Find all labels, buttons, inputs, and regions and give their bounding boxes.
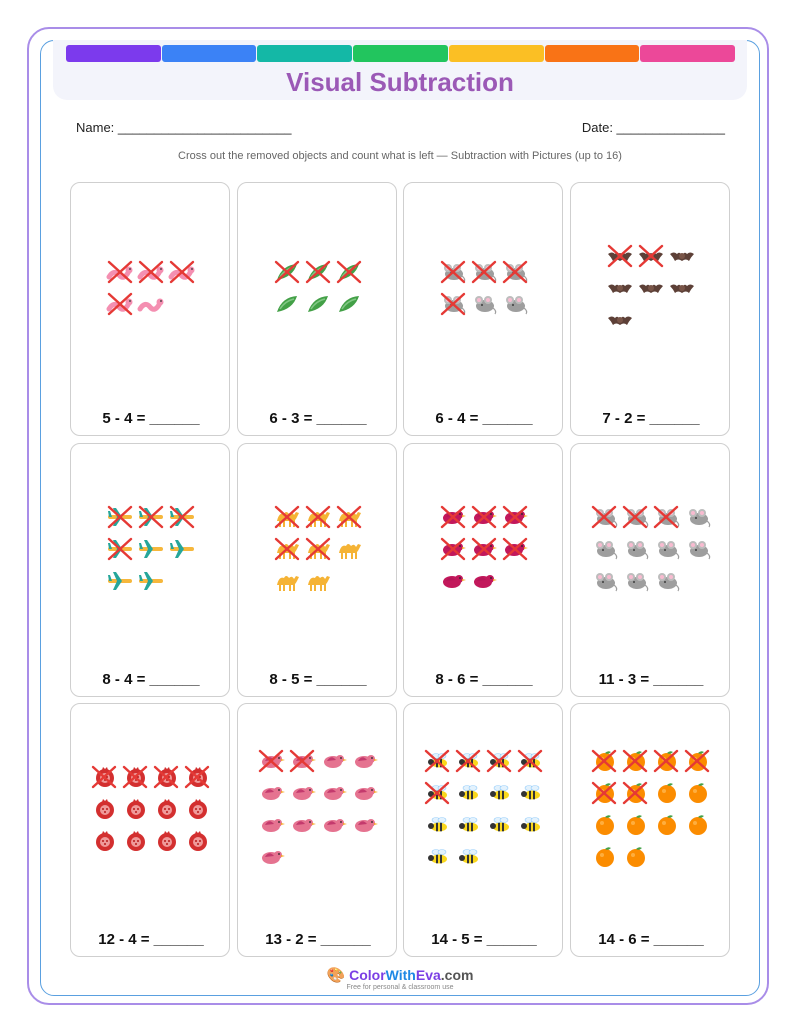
equation[interactable]: 8 - 5 = ______ [269,671,367,688]
orange-icon [682,780,713,806]
airplane-icon [136,504,167,530]
mouse-icon [469,291,500,317]
airplane-icon [167,536,198,562]
logo-text-eva: Eva [415,967,441,983]
cross-out-mark [501,536,529,562]
cross-out-mark [335,259,363,285]
pomegranate-icon [182,796,213,822]
picture-group [404,183,564,393]
bat-icon [636,243,667,269]
cross-out-mark [335,504,363,530]
wasp-icon [515,780,546,806]
wasp-icon [484,780,515,806]
problem-card [237,443,397,697]
wasp-icon [453,780,484,806]
orange-icon [589,748,620,774]
equation[interactable]: 6 - 3 = ______ [269,410,367,427]
bird-icon [500,504,531,530]
bird-icon [318,812,349,838]
orange-icon [651,812,682,838]
footer-tagline: Free for personal & classroom use [346,984,454,991]
cross-out-mark [137,504,165,530]
cross-out-mark [273,259,301,285]
cross-out-mark [516,748,544,774]
cross-out-mark [606,243,634,269]
pea-pod-icon [334,259,365,285]
mouse-icon [438,259,469,285]
bat-icon [667,243,698,269]
logo-text-color: Color [349,967,386,983]
mouse-icon [469,259,500,285]
cross-out-mark [106,536,134,562]
camel-icon [303,568,334,594]
airplane-icon [105,504,136,530]
worm-icon [105,259,136,285]
picture-group [571,444,731,654]
cross-out-mark [183,764,211,790]
cross-out-mark [652,748,680,774]
pomegranate-icon [89,828,120,854]
camel-icon [303,504,334,530]
equation[interactable]: 14 - 5 = ______ [431,931,537,948]
orange-icon [682,748,713,774]
wasp-icon [453,812,484,838]
cross-out-mark [304,504,332,530]
cross-out-mark [121,764,149,790]
bird-icon [469,568,500,594]
bat-icon [667,275,698,301]
pomegranate-icon [89,796,120,822]
palette-icon: 🎨 [326,967,346,984]
picture-group [404,444,564,654]
cross-out-mark [423,780,451,806]
mouse-icon [682,536,713,562]
camel-icon [272,536,303,562]
problem-card [403,703,563,957]
cross-out-mark [257,748,285,774]
equation[interactable]: 6 - 4 = ______ [435,410,533,427]
pea-pod-icon [334,291,365,317]
mouse-icon [651,568,682,594]
cross-out-mark [106,291,134,317]
cross-out-mark [590,748,618,774]
picture-group [71,183,231,393]
bird-icon [469,536,500,562]
mouse-icon [500,291,531,317]
problem-card [237,182,397,436]
camel-icon [334,504,365,530]
wasp-icon [515,748,546,774]
picture-group [404,704,564,914]
problem-card [237,703,397,957]
mouse-icon [500,259,531,285]
cross-out-mark [470,504,498,530]
bird-icon [438,536,469,562]
problem-card [70,182,230,436]
equation[interactable]: 5 - 4 = ______ [102,410,200,427]
airplane-icon [167,504,198,530]
worm-icon [136,291,167,317]
cross-out-mark [590,780,618,806]
picture-group [71,704,231,914]
cross-out-mark [304,259,332,285]
camel-icon [272,568,303,594]
cross-out-mark [470,259,498,285]
cross-out-mark [439,536,467,562]
bird-icon [256,780,287,806]
picture-group [71,444,231,654]
cross-out-mark [652,504,680,530]
orange-icon [651,780,682,806]
mouse-icon [589,504,620,530]
orange-icon [620,812,651,838]
wasp-icon [515,812,546,838]
pomegranate-icon [182,764,213,790]
cross-out-mark [637,243,665,269]
orange-icon [589,780,620,806]
color-stripe [66,45,161,62]
bird-icon [256,748,287,774]
bird-icon [287,780,318,806]
pea-pod-icon [303,259,334,285]
mouse-icon [651,504,682,530]
wasp-icon [453,844,484,870]
bird-icon [287,748,318,774]
color-stripe [449,45,544,62]
camel-icon [303,536,334,562]
cross-out-mark [304,536,332,562]
pomegranate-icon [89,764,120,790]
pomegranate-icon [120,796,151,822]
mouse-icon [438,291,469,317]
pea-pod-icon [303,291,334,317]
name-field[interactable]: Name: ________________________ [76,120,292,135]
bird-icon [469,504,500,530]
cross-out-mark [106,504,134,530]
bat-icon [605,243,636,269]
equation[interactable]: 12 - 4 = ______ [98,931,204,948]
worm-icon [136,259,167,285]
cross-out-mark [439,291,467,317]
cross-out-mark [454,748,482,774]
orange-icon [620,844,651,870]
page-title: Visual Subtraction [286,67,514,97]
color-stripe [353,45,448,62]
cross-out-mark [273,504,301,530]
orange-icon [620,748,651,774]
cross-out-mark [439,259,467,285]
airplane-icon [105,568,136,594]
color-stripes [66,45,736,62]
wasp-icon [422,780,453,806]
bat-icon [636,275,667,301]
bird-icon [318,748,349,774]
bird-icon [500,536,531,562]
instructions: Cross out the removed objects and count what is left — Subtraction with Pictures (up to 16) [178,150,622,162]
color-stripe [257,45,352,62]
camel-icon [272,504,303,530]
airplane-icon [136,568,167,594]
bird-icon [349,748,380,774]
cross-out-mark [168,504,196,530]
orange-icon [651,748,682,774]
pomegranate-icon [151,796,182,822]
bat-icon [605,275,636,301]
wasp-icon [422,844,453,870]
equation[interactable]: 13 - 2 = ______ [265,931,371,948]
problem-card [403,182,563,436]
color-stripe [545,45,640,62]
pea-pod-icon [272,259,303,285]
cross-out-mark [106,259,134,285]
cross-out-mark [621,780,649,806]
wasp-icon [453,748,484,774]
pomegranate-icon [151,828,182,854]
cross-out-mark [288,748,316,774]
picture-group [238,704,398,914]
orange-icon [620,780,651,806]
mouse-icon [651,536,682,562]
cross-out-mark [168,259,196,285]
bird-icon [256,812,287,838]
pomegranate-icon [182,828,213,854]
problem-card [570,182,730,436]
bat-icon [605,307,636,333]
pomegranate-icon [120,828,151,854]
bird-icon [256,844,287,870]
mouse-icon [589,536,620,562]
equation[interactable]: 14 - 6 = ______ [598,931,704,948]
mouse-icon [620,504,651,530]
logo-text-with: With [385,967,416,983]
equation[interactable]: 8 - 4 = ______ [102,671,200,688]
bird-icon [438,568,469,594]
worm-icon [105,291,136,317]
cross-out-mark [470,536,498,562]
picture-group [571,183,731,393]
picture-group [571,704,731,914]
mouse-icon [589,568,620,594]
wasp-icon [422,812,453,838]
orange-icon [682,812,713,838]
cross-out-mark [439,504,467,530]
mouse-icon [620,568,651,594]
orange-icon [589,844,620,870]
color-stripe [162,45,257,62]
cross-out-mark [423,748,451,774]
bird-icon [318,780,349,806]
mouse-icon [620,536,651,562]
bird-icon [349,812,380,838]
bird-icon [349,780,380,806]
cross-out-mark [501,504,529,530]
cross-out-mark [590,504,618,530]
problem-card [70,703,230,957]
wasp-icon [484,748,515,774]
logo-text-domain: .com [440,967,474,983]
cross-out-mark [621,748,649,774]
picture-group [238,444,398,654]
cross-out-mark [683,748,711,774]
equation[interactable]: 8 - 6 = ______ [435,671,533,688]
problem-card [403,443,563,697]
camel-icon [334,536,365,562]
cross-out-mark [501,259,529,285]
cross-out-mark [621,504,649,530]
airplane-icon [105,536,136,562]
airplane-icon [136,536,167,562]
equation[interactable]: 7 - 2 = ______ [602,410,700,427]
mouse-icon [682,504,713,530]
cross-out-mark [485,748,513,774]
problem-card [70,443,230,697]
site-logo[interactable] [0,966,800,984]
bird-icon [287,812,318,838]
pomegranate-icon [120,764,151,790]
equation[interactable]: 11 - 3 = ______ [598,671,704,688]
problem-card [570,703,730,957]
cross-out-mark [273,536,301,562]
cross-out-mark [152,764,180,790]
orange-icon [589,812,620,838]
worm-icon [167,259,198,285]
picture-group [238,183,398,393]
date-field[interactable]: Date: _______________ [581,120,725,135]
wasp-icon [484,812,515,838]
pea-pod-icon [272,291,303,317]
cross-out-mark [90,764,118,790]
wasp-icon [422,748,453,774]
bird-icon [438,504,469,530]
color-stripe [640,45,735,62]
problem-card [570,443,730,697]
footer [0,966,800,991]
pomegranate-icon [151,764,182,790]
cross-out-mark [137,259,165,285]
